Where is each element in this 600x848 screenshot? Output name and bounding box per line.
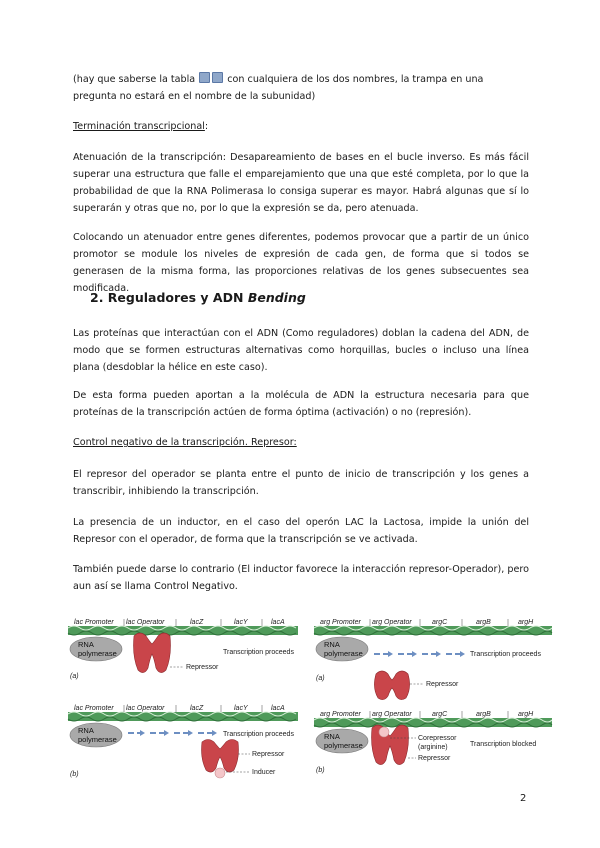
negative-control-heading: Control negativo de la transcripción. Represor: xyxy=(73,437,297,448)
termination-heading xyxy=(73,118,529,135)
segment-label: argB xyxy=(476,711,491,718)
segment-label: lacA xyxy=(271,619,285,626)
text-span: con cualquiera de los dos nombres, la trampa en una pregunta no estará en el nombre de la subunidad) xyxy=(73,74,484,102)
arg-operon-figure-b xyxy=(312,708,556,788)
segment-label: argH xyxy=(518,711,534,718)
repressor-label: Repressor xyxy=(418,755,451,762)
polymerase-label: polymerase xyxy=(324,649,363,658)
inducer-shape xyxy=(215,768,225,778)
polymerase-label: polymerase xyxy=(324,741,363,750)
segment-label: argH xyxy=(518,619,534,626)
attenuator-paragraph: Colocando un atenuador entre genes diferentes, podemos provocar que a partir de un único promotor se module los niveles de expresión de cada gen, de forma que si todos se generasen de la misma forma, las proporciones relativas de los genes subsecuentes sea modificada. xyxy=(73,232,529,294)
panel-label: (a) xyxy=(316,675,325,682)
segment-label: argC xyxy=(432,711,448,718)
structure-paragraph: De esta forma pueden aportan a la molécula de ADN la estructura necesaria para que proteínas de la transcripción actúen de forma óptima (activación) o no (represión). xyxy=(73,390,529,418)
heading-colon: : xyxy=(204,121,209,132)
corepressor-shape xyxy=(379,727,389,737)
segment-label: argB xyxy=(476,619,491,626)
segment-label: lacZ xyxy=(190,705,204,712)
segment-label: lacY xyxy=(234,705,248,712)
inducer-paragraph: La presencia de un inductor, en el caso del operón LAC la Lactosa, impide la unión del Represor con el operador, de forma que la transcripción se ve activada. xyxy=(73,517,529,545)
repressor-label: Repressor xyxy=(186,664,219,671)
page-number: 2 xyxy=(520,793,527,804)
segment-label: argC xyxy=(432,619,448,626)
table-icon xyxy=(212,72,223,83)
status-label: Transcription proceeds xyxy=(470,651,541,658)
corepressor-label: (arginine) xyxy=(418,744,448,751)
heading-text: Terminación transcripcional xyxy=(73,121,205,132)
polymerase-label: polymerase xyxy=(78,649,117,658)
repressor-shape xyxy=(372,725,409,765)
repressor-shape xyxy=(374,671,409,700)
contrary-paragraph: También puede darse lo contrario (El inductor favorece la interacción represor-Operador), pero aun así se llama Control Negativo. xyxy=(73,564,529,592)
segment-label: arg Promoter xyxy=(320,619,361,626)
segment-label: lac Operator xyxy=(126,619,165,626)
repressor-shape xyxy=(134,633,171,673)
section-title xyxy=(90,290,306,305)
transcription-arrows xyxy=(128,730,217,736)
table-icon xyxy=(199,72,210,83)
segment-label: lac Operator xyxy=(126,705,165,712)
segment-label: lacA xyxy=(271,705,285,712)
status-label: Transcription proceeds xyxy=(223,731,294,738)
segment-label: lac Promoter xyxy=(74,705,114,712)
polymerase-label: RNA xyxy=(78,726,94,735)
polymerase-label: RNA xyxy=(324,640,340,649)
segment-label: arg Operator xyxy=(372,619,412,626)
segment-label: lacY xyxy=(234,619,248,626)
status-label: Transcription proceeds xyxy=(223,649,294,656)
segment-label: arg Operator xyxy=(372,711,412,718)
segment-label: lacZ xyxy=(190,619,204,626)
repressor-label: Repressor xyxy=(252,751,285,758)
panel-label: (a) xyxy=(70,673,79,680)
segment-label: lac Promoter xyxy=(74,619,114,626)
repressor-shape xyxy=(202,740,239,773)
polymerase-label: RNA xyxy=(324,732,340,741)
panel-label: (b) xyxy=(70,771,79,778)
corepressor-label: Corepressor xyxy=(418,735,457,742)
status-label: Transcription blocked xyxy=(470,741,537,748)
repressor-paragraph: El represor del operador se planta entre el punto de inicio de transcripción y los genes a transcribir, inhibiendo la transcripción. xyxy=(73,469,529,497)
proteins-paragraph: Las proteínas que interactúan con el ADN (Como reguladores) doblan la cadena del ADN, de modo que se formen estructuras alternativas como horquillas, bucles o incluso una línea plana (desdoblar la hélice en este caso). xyxy=(73,328,529,373)
lac-operon-figure-a xyxy=(66,616,302,688)
inducer-label: Inducer xyxy=(252,769,276,776)
attenuation-paragraph: Atenuación de la transcripción: Desapareamiento de bases en el bucle inverso. Es más fácil superar una estructura que falle el emparejamiento que una que esté completa, por lo que la probabilidad de que la RNA Polimerasa lo consiga superar es mayor. Habrá algunas que sí lo superarán y otras que no, por lo que la expresión se da, pero atenuada. xyxy=(73,152,529,214)
table-note-paragraph xyxy=(73,71,529,105)
repressor-label: Repressor xyxy=(426,681,459,688)
arg-operon-figure-a xyxy=(312,616,556,702)
polymerase-label: RNA xyxy=(78,640,94,649)
panel-label: (b) xyxy=(316,767,325,774)
polymerase-label: polymerase xyxy=(78,735,117,744)
section-title-text: 2. Reguladores y ADN xyxy=(90,290,248,305)
transcription-arrows xyxy=(374,651,465,657)
segment-label: arg Promoter xyxy=(320,711,361,718)
lac-operon-figure-b xyxy=(66,702,302,782)
section-title-emphasis: Bending xyxy=(247,290,306,305)
text-span: (hay que saberse la tabla xyxy=(73,74,199,85)
